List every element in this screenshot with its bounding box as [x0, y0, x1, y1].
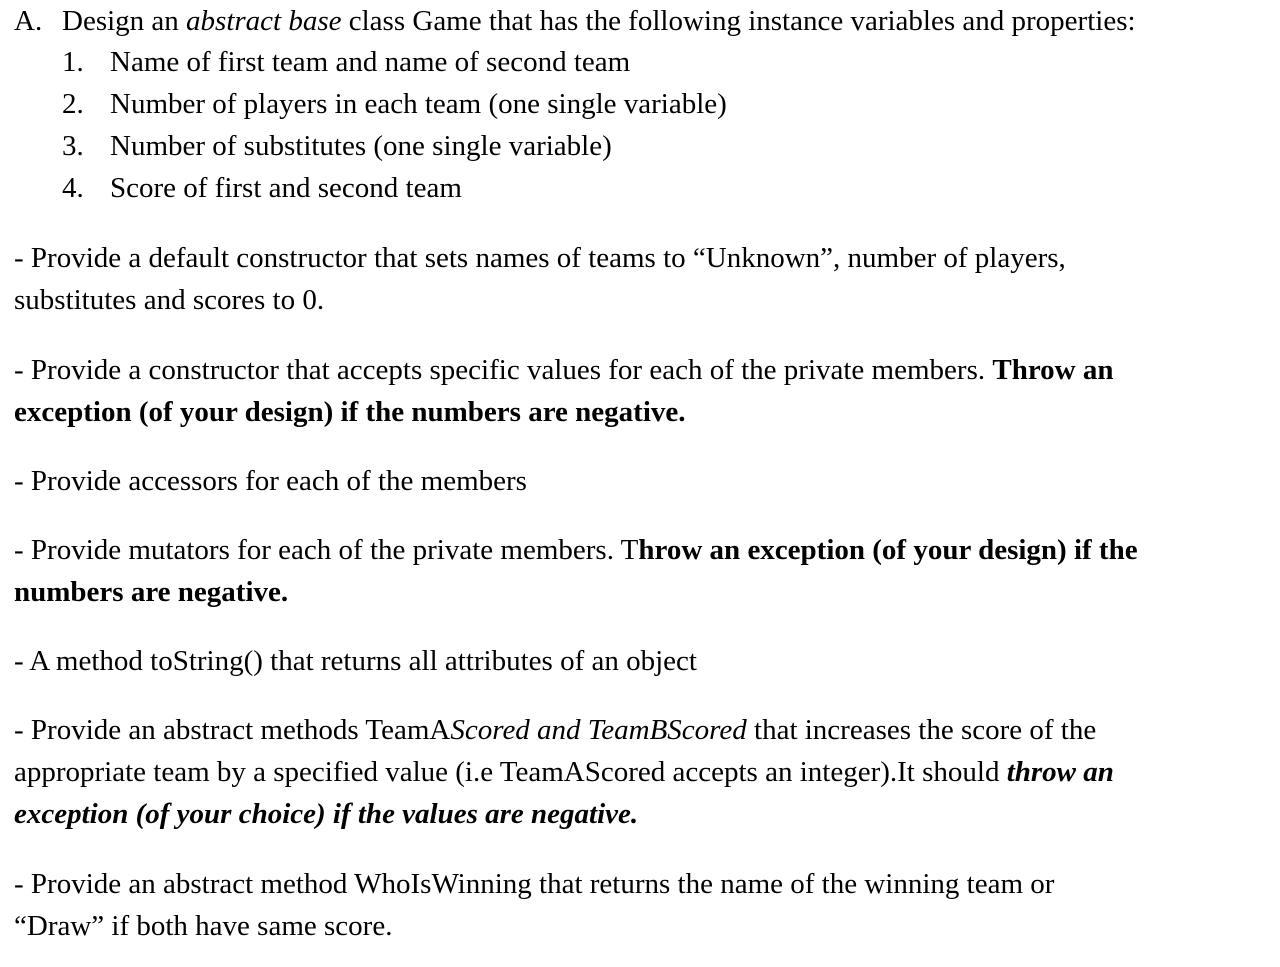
list-item-text: Number of players in each team (one single variable)	[110, 88, 727, 120]
paragraph-line: substitutes and scores to 0.	[14, 284, 325, 316]
scored-methods-paragraph	[14, 709, 1264, 835]
list-item-text: Score of first and second team	[110, 172, 462, 204]
mutators-paragraph	[14, 529, 1264, 613]
paragraph-text: - A method toString() that returns all attributes of an object	[14, 645, 697, 677]
paragraph-bold-italic-text: exception (of your choice) if the values are negative.	[14, 798, 639, 830]
accessors-paragraph	[14, 460, 1264, 502]
paragraph-line: - Provide an abstract method WhoIsWinning that returns the name of the winning team or	[14, 868, 1055, 900]
constructor-paragraph	[14, 349, 1264, 433]
paragraph-bold-text: exception (of your design) if the numbers are negative.	[14, 396, 686, 428]
list-item-text: Number of substitutes (one single variable)	[110, 130, 612, 162]
paragraph-line: - Provide a default constructor that sets names of teams to “Unknown”, number of players,	[14, 242, 1066, 274]
paragraph-text: - Provide an abstract methods TeamA	[14, 714, 451, 746]
paragraph-bold-text: Throw an	[992, 354, 1114, 386]
paragraph-bold-text: hrow an exception (of your design) if the	[638, 534, 1138, 566]
heading-text-italic: abstract base	[186, 5, 342, 37]
list-item-number: 4.	[62, 172, 84, 204]
paragraph-bold-text: numbers are negative.	[14, 576, 289, 608]
list-item	[62, 125, 727, 167]
instance-variable-list	[62, 41, 727, 209]
paragraph-text: - Provide mutators for each of the private members. T	[14, 534, 639, 566]
paragraph-italic-text: Scored and TeamBScored	[450, 714, 747, 746]
tostring-paragraph	[14, 640, 1264, 682]
list-item	[62, 41, 727, 83]
list-item	[62, 167, 727, 209]
list-item-number: 3.	[62, 130, 84, 162]
paragraph-bold-italic-text: throw an	[1006, 756, 1114, 788]
heading-text-end: class Game that has the following instance variables and properties:	[341, 5, 1136, 37]
paragraph-text: appropriate team by a specified value (i.e TeamAScored accepts an integer).It should	[14, 756, 1007, 788]
section-label: A.	[14, 5, 43, 37]
paragraph-line: “Draw” if both have same score.	[14, 910, 393, 942]
list-item-number: 1.	[62, 46, 84, 78]
heading-text-start: Design an	[62, 5, 187, 37]
section-heading	[14, 0, 1136, 42]
default-constructor-paragraph	[14, 237, 1264, 321]
list-item-text: Name of first team and name of second team	[110, 46, 631, 78]
paragraph-text: - Provide accessors for each of the members	[14, 465, 527, 497]
list-item	[62, 83, 727, 125]
paragraph-text: that increases the score of the	[746, 714, 1097, 746]
paragraph-text: - Provide a constructor that accepts specific values for each of the private members.	[14, 354, 993, 386]
who-is-winning-paragraph	[14, 863, 1264, 947]
list-item-number: 2.	[62, 88, 84, 120]
